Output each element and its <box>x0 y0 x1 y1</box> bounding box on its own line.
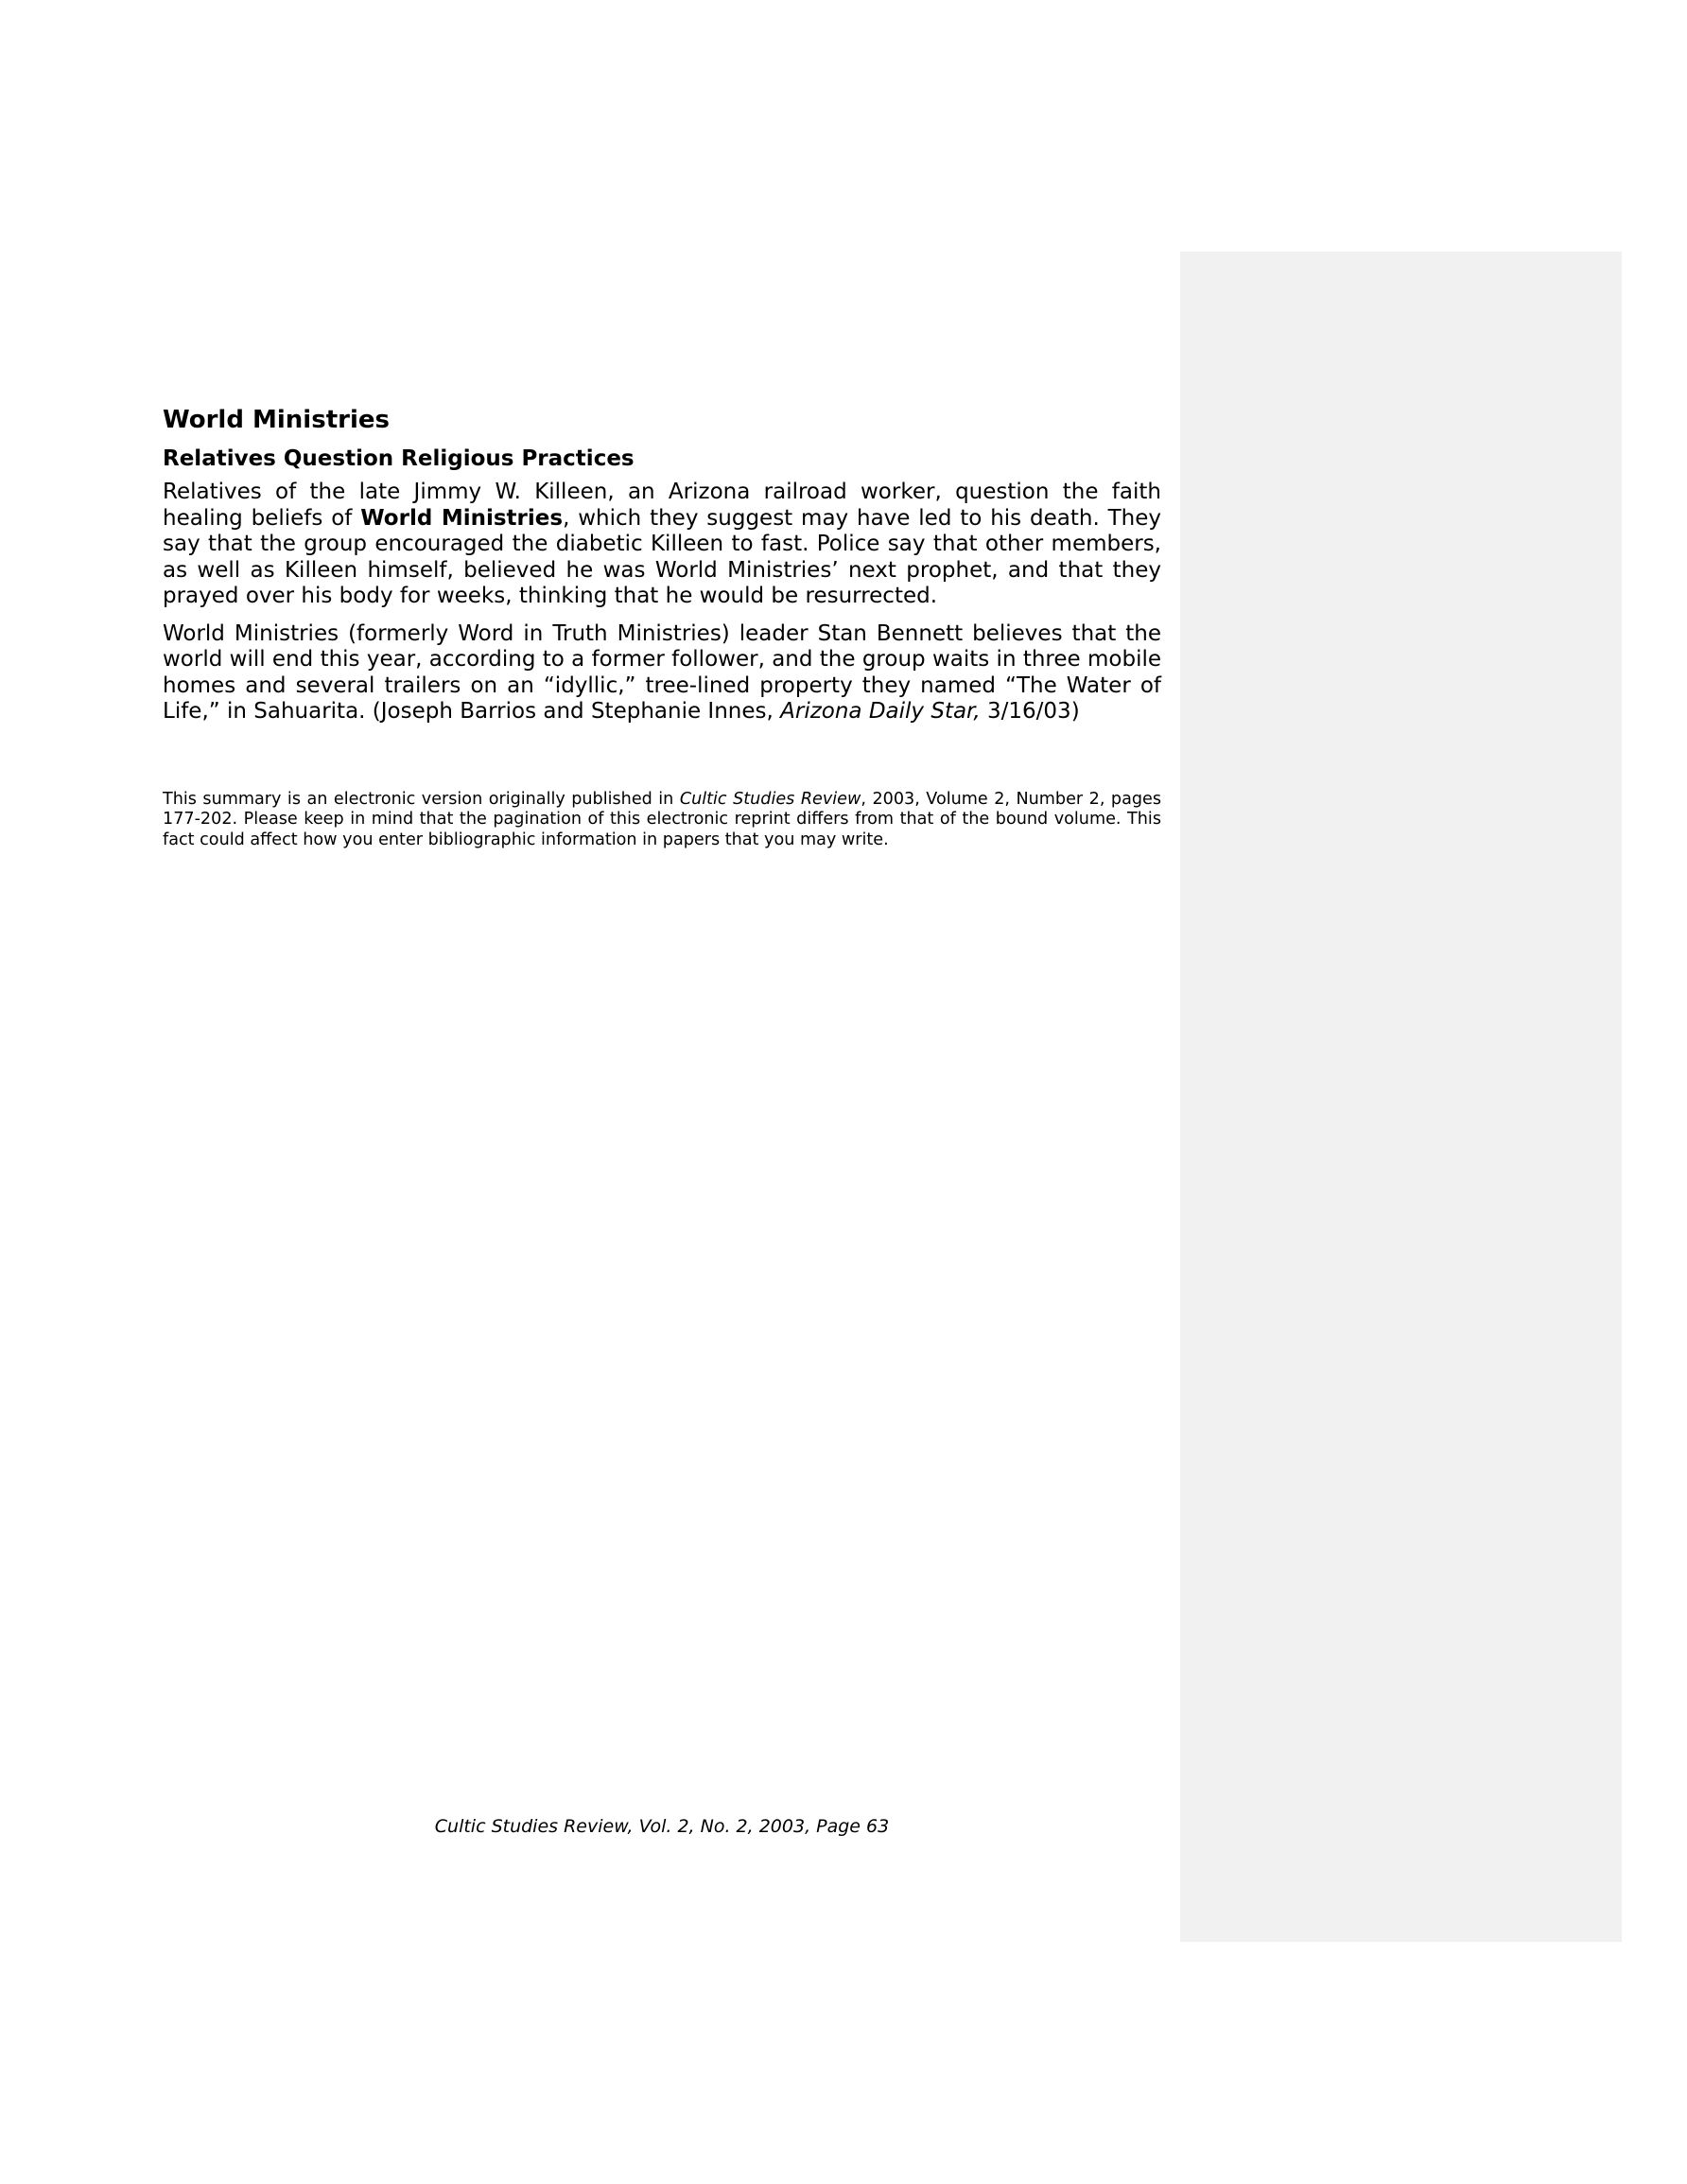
paragraph-2-text-b: 3/16/03) <box>980 699 1080 724</box>
paragraph-2 <box>163 621 1161 725</box>
paragraph-1-text-b: , which they suggest may have led to his death. They say that the group encouraged the diabetic Killeen to fast. Police say that other members, as well as Killeen himself, believed he was World Ministries’ next prophet, and that they prayed over his body for weeks, thinking that he would be resurrected. <box>163 505 1161 608</box>
paragraph-1-text-a: Relatives of the late Jimmy W. Killeen, an Arizona railroad worker, question the faith healing beliefs of <box>163 480 1161 531</box>
reprint-note-text-b: , 2003, Volume 2, Number 2, pages 177-202. Please keep in mind that the pagination of this electronic reprint differs from that of the bound volume. This fact could affect how you enter bibliographic information in papers that you may write. <box>163 789 1162 849</box>
margin-panel <box>1180 252 1622 1942</box>
reprint-note <box>163 790 1161 851</box>
article-body <box>163 402 1161 850</box>
reprint-note-text-a: This summary is an electronic version originally published in <box>163 789 680 809</box>
page-footer: Cultic Studies Review, Vol. 2, No. 2, 2003, Page 63 <box>434 1816 890 1837</box>
reprint-note-journal: Cultic Studies Review <box>679 789 861 809</box>
article-subtitle: Relatives Question Religious Practices <box>163 446 635 471</box>
paragraph-1-bold-name: World Ministries <box>360 505 564 531</box>
paragraph-2-source-title: Arizona Daily Star, <box>780 699 981 724</box>
paragraph-1 <box>163 480 1161 610</box>
section-title: World Ministries <box>163 406 390 434</box>
paragraph-2-text-a: World Ministries (formerly Word in Truth Ministries) leader Stan Bennett believes that the world will end this year, according to a former follower, and the group waits in three mobile homes and several trailers on an “idyllic,” tree-lined property they named “The Water of Life,” in Sahuarita. (Joseph Barrios and Stephanie Innes, <box>163 620 1161 724</box>
